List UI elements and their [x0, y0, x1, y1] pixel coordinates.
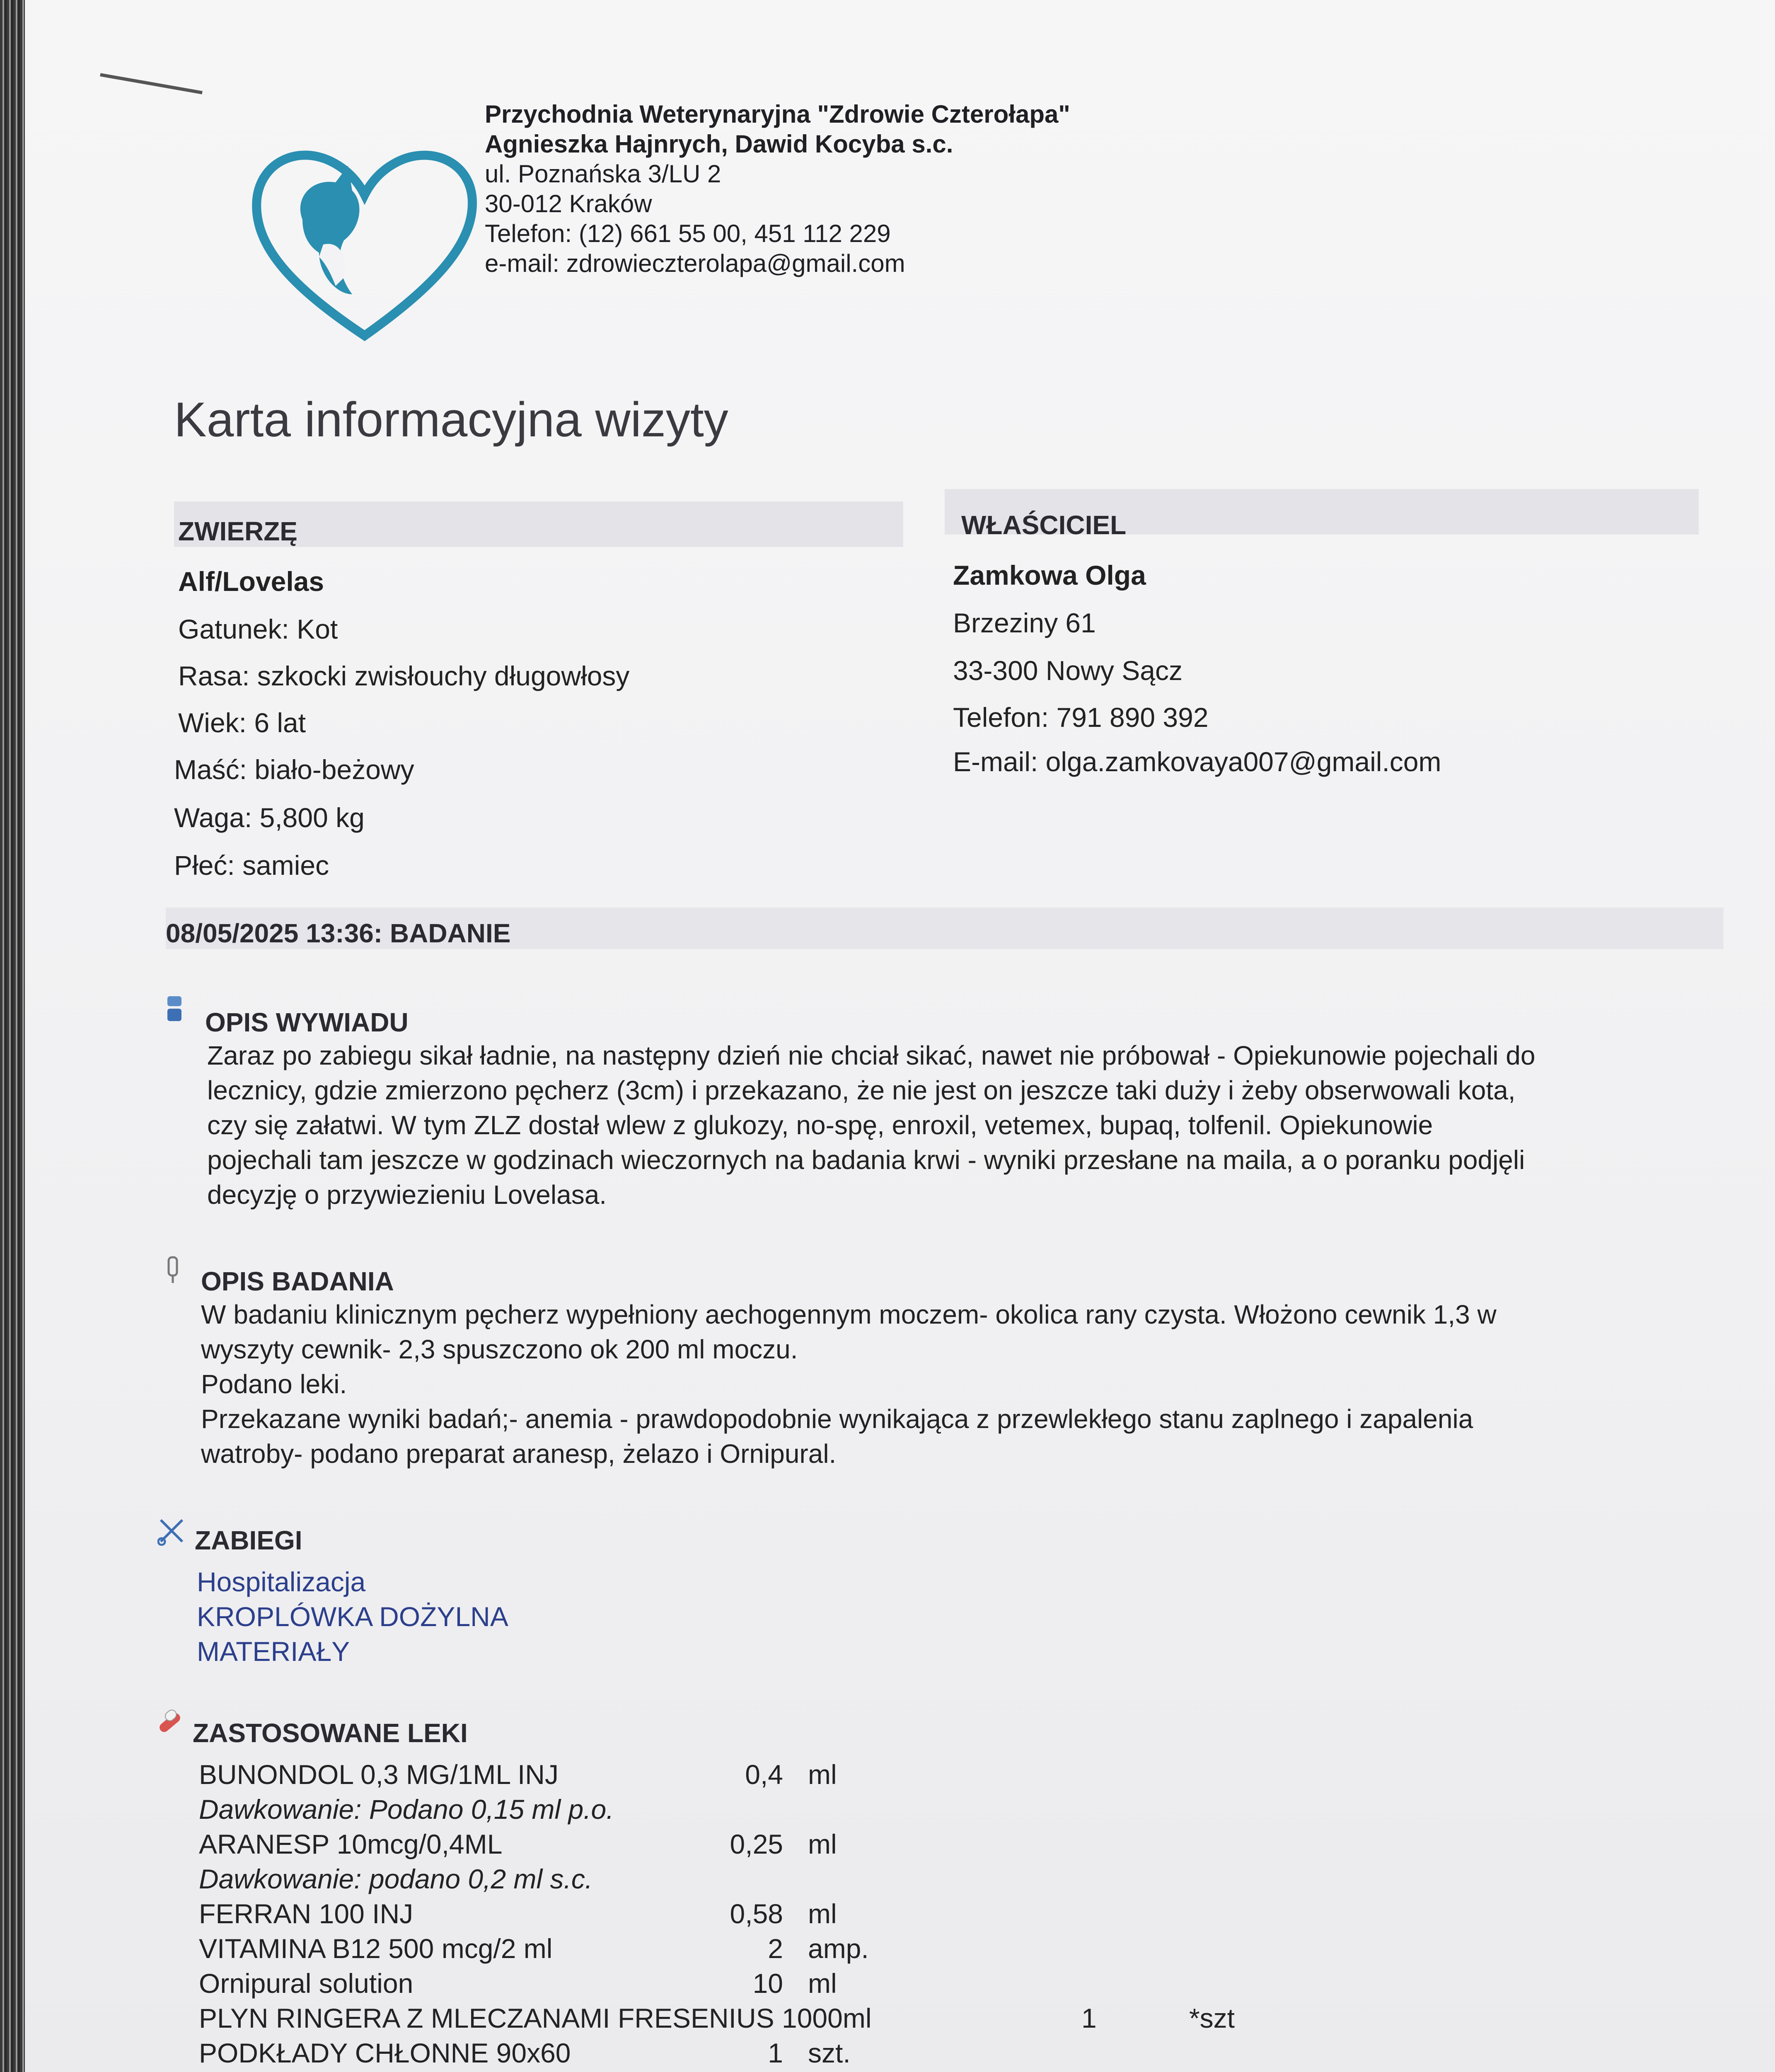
animal-species: Gatunek: Kot: [178, 614, 338, 644]
background-lace: [0, 0, 25, 2072]
interview-text: [207, 1038, 1740, 1212]
exam-line: wyszyty cewnik- 2,3 spuszczono ok 200 ml moczu.: [201, 1334, 798, 1364]
drug-name: PODKŁADY CHŁONNE 90x60: [199, 2038, 571, 2068]
drug-row: [199, 1931, 932, 1966]
owner-email: E-mail: olga.zamkovaya007@gmail.com: [953, 746, 1441, 777]
drug-qty: 10: [752, 1968, 783, 1999]
drug-unit: amp.: [808, 1933, 869, 1964]
drugs-table: [199, 1757, 1235, 2072]
drug-qty: 1: [768, 2038, 783, 2068]
exam-text: [201, 1297, 1742, 1471]
interview-heading: OPIS WYWIADU: [205, 1007, 409, 1037]
drug-row: [199, 2001, 932, 2036]
exam-line: W badaniu klinicznym pęcherz wypełniony aechogennym moczem- okolica rany czysta. Włożono cewnik 1,3 w: [201, 1300, 1497, 1329]
animal-name: Alf/Lovelas: [178, 566, 324, 597]
drug-name: Ornipural solution: [199, 1968, 414, 1999]
pill-icon: [155, 1707, 184, 1736]
interview-line: lecznicy, gdzie zmierzono pęcherz (3cm) i przekazano, że nie jest on jeszcze taki duży i żeby obserwowali kota,: [207, 1075, 1516, 1105]
owner-name: Zamkowa Olga: [953, 560, 1146, 591]
owner-city: 33-300 Nowy Sącz: [953, 655, 1183, 686]
owner-phone: Telefon: 791 890 392: [953, 702, 1209, 733]
procedure-item: KROPLÓWKA DOŻYLNA: [197, 1601, 508, 1632]
animal-breed: Rasa: szkocki zwisłouchy długowłosy: [178, 661, 630, 691]
drug-row: [199, 2070, 932, 2072]
procedure-item: Hospitalizacja: [197, 1566, 366, 1597]
drug-unit: szt.: [808, 2038, 851, 2068]
owner-street: Brzeziny 61: [953, 608, 1096, 638]
exam-line: Przekazane wyniki badań;- anemia - prawdopodobnie wynikająca z przewlekłego stanu zaplnego i zapalenia: [201, 1404, 1473, 1434]
animal-sex: Płeć: samiec: [174, 850, 329, 881]
interview-icon: [166, 995, 185, 1024]
procedures-list: [197, 1564, 508, 1669]
drug-unit: ml: [808, 1759, 837, 1790]
exam-line: Podano leki.: [201, 1369, 347, 1399]
drug-long-cell: [199, 2001, 1235, 2036]
animal-color: Maść: biało-beżowy: [174, 754, 414, 785]
animal-heading: ZWIERZĘ: [178, 516, 297, 546]
drugs-heading: ZASTOSOWANE LEKI: [193, 1718, 468, 1748]
drug-unit: ml: [808, 1898, 837, 1929]
animal-age: Wiek: 6 lat: [178, 707, 306, 738]
drug-name: PLYN RINGERA Z MLECZANAMI FRESENIUS 1000ml: [199, 2003, 872, 2033]
drug-row: [199, 1757, 932, 1792]
drug-dosage-row: [199, 1792, 932, 1827]
procedure-item: MATERIAŁY: [197, 1636, 350, 1667]
drug-unit: ml: [808, 1829, 837, 1859]
drug-name: ARANESP 10mcg/0,4ML: [199, 1829, 503, 1859]
drug-row: [199, 2036, 932, 2070]
drug-name: FERRAN 100 INJ: [199, 1898, 414, 1929]
drug-dosage: Dawkowanie: Podano 0,15 ml p.o.: [199, 1794, 614, 1825]
exam-line: watroby- podano preparat aranesp, żelazo i Ornipural.: [201, 1439, 837, 1469]
drug-qty: 1: [1081, 2003, 1097, 2033]
drug-unit: ml: [808, 1968, 837, 1999]
clinic-owners: Agnieszka Hajnrych, Dawid Kocyba s.c.: [485, 130, 953, 158]
exam-heading: OPIS BADANIA: [201, 1266, 394, 1296]
document-page: [25, 0, 1775, 2072]
interview-line: pojechali tam jeszcze w godzinach wieczornych na badania krwi - wyniki przesłane na maila, a o poranku podjęli: [207, 1145, 1525, 1175]
drug-name: VITAMINA B12 500 mcg/2 ml: [199, 1933, 553, 1964]
drug-unit: *szt: [1189, 2003, 1235, 2033]
scissors-icon: [157, 1517, 186, 1546]
clinic-street: ul. Poznańska 3/LU 2: [485, 160, 721, 188]
clinic-phone: Telefon: (12) 661 55 00, 451 112 229: [485, 220, 891, 247]
owner-heading: WŁAŚCICIEL: [961, 510, 1127, 540]
clinic-name: Przychodnia Weterynaryjna "Zdrowie Czterołapa": [485, 100, 1070, 128]
interview-line: Zaraz po zabiegu sikał ładnie, na następny dzień nie chciał sikać, nawet nie próbował - Opiekunowie pojechali do: [207, 1041, 1536, 1070]
clinic-email: e-mail: zdrowieczterolapa@gmail.com: [485, 249, 905, 277]
page-title: Karta informacyjna wizyty: [174, 392, 728, 447]
drug-qty: 0,58: [730, 1898, 783, 1929]
drug-row: [199, 1966, 932, 2001]
clinic-logo: [240, 137, 489, 344]
drug-qty: 2: [768, 1933, 783, 1964]
drug-name: [199, 2070, 667, 2072]
staple-mark: [100, 73, 203, 94]
drug-qty: 0,4: [745, 1759, 783, 1790]
drug-row: [199, 1827, 932, 1861]
drug-name: BUNONDOL 0,3 MG/1ML INJ: [199, 1759, 559, 1790]
interview-line: decyzję o przywiezieniu Lovelasa.: [207, 1180, 607, 1210]
stethoscope-icon: [164, 1256, 183, 1285]
clinic-city: 30-012 Kraków: [485, 190, 652, 218]
procedures-heading: ZABIEGI: [195, 1525, 302, 1555]
drug-qty: [667, 2070, 808, 2072]
drug-qty: 0,25: [730, 1829, 783, 1859]
drug-row: [199, 1896, 932, 1931]
drug-dosage-row: [199, 1861, 932, 1896]
drug-unit: [808, 2070, 932, 2072]
interview-line: czy się załatwi. W tym ZLZ dostał wlew z glukozy, no-spę, enroxil, vetemex, bupaq, tolfenil. Opiekunowie: [207, 1110, 1433, 1140]
animal-weight: Waga: 5,800 kg: [174, 802, 365, 833]
visit-header: 08/05/2025 13:36: BADANIE: [166, 918, 511, 948]
drug-dosage: Dawkowanie: podano 0,2 ml s.c.: [199, 1864, 593, 1894]
